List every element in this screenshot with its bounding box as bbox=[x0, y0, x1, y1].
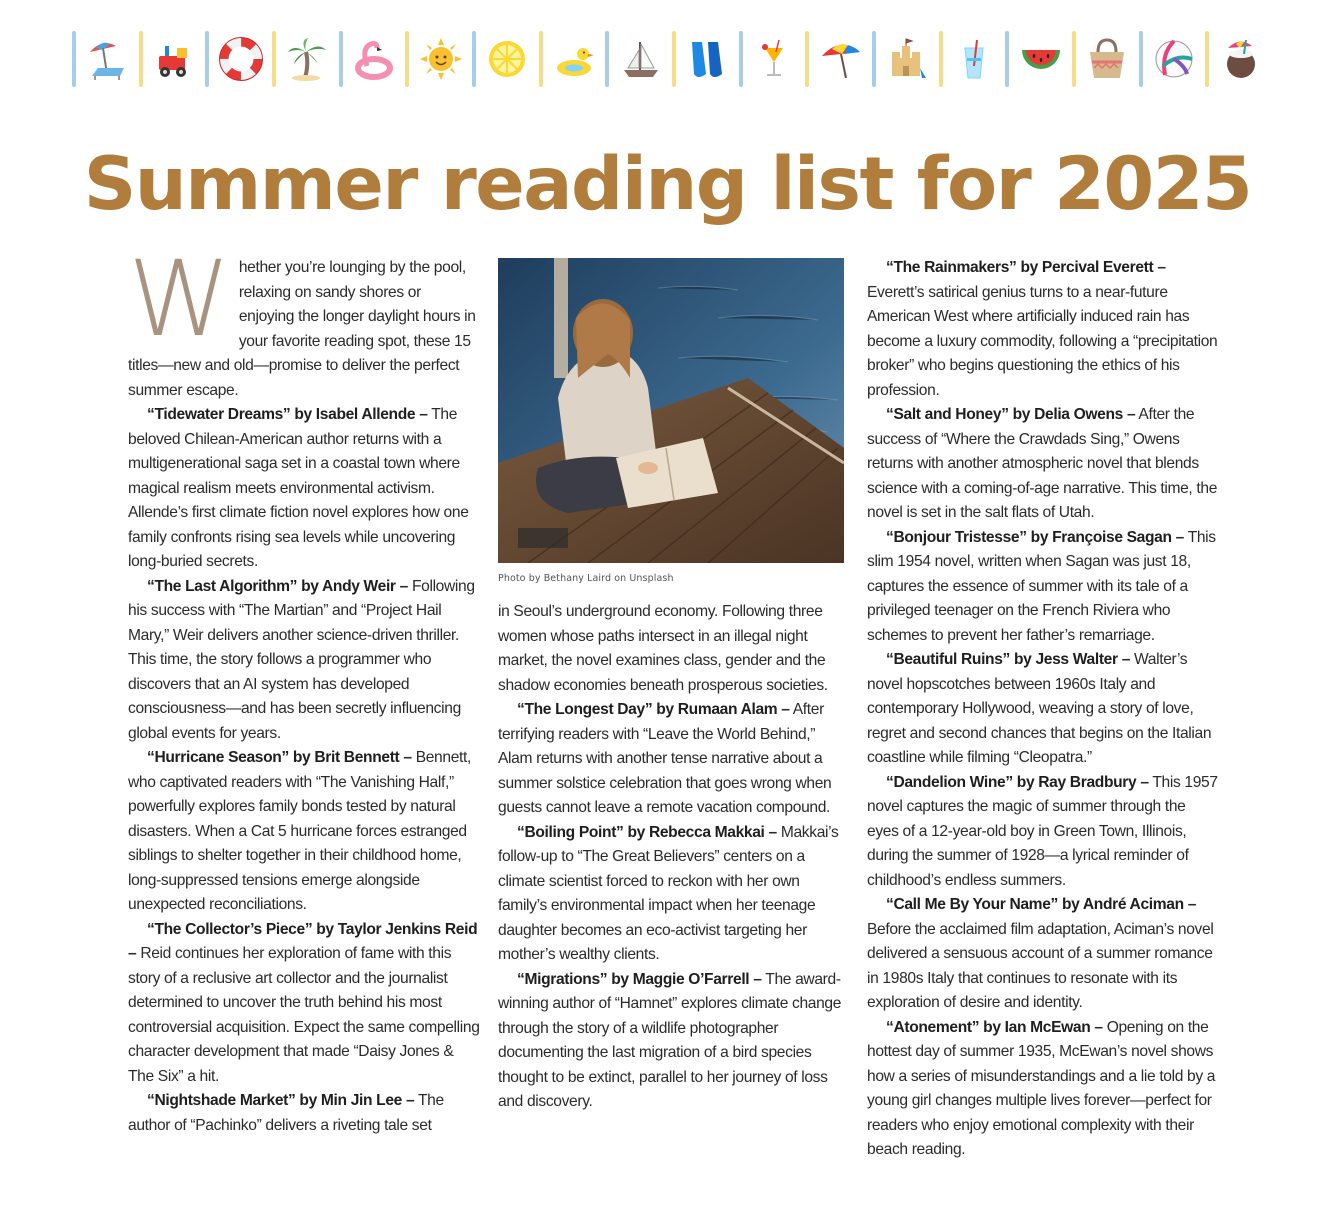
book-title: “Bonjour Tristesse” by Françoise Sagan bbox=[886, 528, 1172, 546]
page-title: Summer reading list for 2025 bbox=[83, 142, 1252, 227]
flippers-icon bbox=[676, 26, 739, 92]
reading-photo bbox=[498, 258, 844, 563]
summer-icon-strip bbox=[72, 26, 1272, 92]
book-description: The author of “Pachinko” delivers a riveting tale set bbox=[128, 1092, 444, 1134]
cocktail-icon bbox=[743, 26, 806, 92]
book-title: “Call Me By Your Name” by André Aciman bbox=[886, 896, 1184, 913]
book-description: After the success of “Where the Crawdads Sing,” Owens returns with another atmospheric novel that blends science with a coming-of-age narrative. This time, the novel is set in the salt flats of Utah. bbox=[867, 406, 1218, 521]
sun-icon bbox=[409, 26, 472, 92]
book-entry: “Beautiful Ruins” by Jess Walter – Walter’s novel hopscotches between 1960s Italy and contemporary Hollywood, weaving a story of love, regret and second chances that begins on the Italian coastline while filming “Cleopatra.” bbox=[867, 651, 1212, 766]
book-entry: “Salt and Honey” by Delia Owens – After the success of “Where the Crawdads Sing,” Owens returns with another atmospheric novel that blends science with a coming-of-age narrative. This time, the novel is set in the salt flats of Utah. bbox=[867, 406, 1218, 521]
book-description: Opening on the hottest day of summer 1935, McEwan’s novel shows how a series of misunderstandings and a lie told by a young girl changes multiple lives forever—perfect for readers who enjoy emotional complexity with their beach reading. bbox=[867, 1018, 1216, 1158]
book-title: “Beautiful Ruins” by Jess Walter bbox=[886, 651, 1118, 668]
book-description: Reid continues her exploration of fame with this story of a reclusive art collector and the journalist determined to uncover the truth behind his most controversial acquisition. Expect the same compelling character development that made “Daisy Jones & The Six” a hit. bbox=[128, 945, 480, 1085]
intro-paragraph bbox=[128, 238, 480, 403]
article-column-3 bbox=[867, 256, 1219, 1163]
book-entry: “The Collector’s Piece” by Taylor Jenkins Reid – Reid continues her exploration of fame with this story of a reclusive art collector and the journalist determined to uncover the truth behind his most controversial acquisition. Expect the same compelling character development that made “Daisy Jones & The Six” a hit. bbox=[128, 920, 480, 1085]
book-entry: “The Last Algorithm” by Andy Weir – Following his success with “The Martian” and “Project Hail Mary,” Weir delivers another science-driven thriller. This time, the story follows a programmer who discovers that an AI system has developed consciousness—and has been secretly influencing global events for years. bbox=[128, 577, 475, 742]
book-description: This slim 1954 novel, written when Sagan was just 18, captures the essence of summer with its tale of a privileged teenager on the French Riviera who schemes to prevent her father’s remarriage. bbox=[867, 528, 1216, 644]
article-column-2 bbox=[498, 600, 850, 1115]
book-entry: “Dandelion Wine” by Ray Bradbury – This 1957 novel captures the magic of summer through the eyes of a 12-year-old boy in Green Town, Illinois, during the summer of 1928—a lyrical reminder of childhood’s endless summers. bbox=[867, 773, 1218, 889]
book-title: “The Collector’s Piece” by Taylor Jenkins Reid bbox=[147, 920, 478, 938]
book-entry: “Nightshade Market” by Min Jin Lee – The author of “Pachinko” delivers a riveting tale set bbox=[128, 1092, 444, 1134]
book-entry: “Atonement” by Ian McEwan – Opening on the hottest day of summer 1935, McEwan’s novel shows how a series of misunderstandings and a lie told by a young girl changes multiple lives forever—perfect for readers who enjoy emotional complexity with their beach reading. bbox=[867, 1018, 1216, 1158]
beach-umbrella-icon bbox=[809, 26, 872, 92]
book-entry: “Tidewater Dreams” by Isabel Allende – The beloved Chilean-American author returns with a multigenerational saga set in a coastal town where magical realism meets environmental activism. Allende’s first climate fiction novel explores how one family confronts rising sea levels while uncovering long-buried secrets. bbox=[128, 406, 469, 570]
book-title: “Hurricane Season” by Brit Bennett bbox=[147, 749, 400, 766]
book-description: Makkai’s follow-up to “The Great Believers” centers on a climate scientist forced to reckon with her own family’s environmental impact when her teenage daughter becomes an eco-activist targeting her mother’s wealthy clients. bbox=[498, 823, 839, 963]
book-title: “Dandelion Wine” by Ray Bradbury bbox=[886, 773, 1137, 791]
life-ring-icon bbox=[209, 26, 272, 92]
book-description: Walter’s novel hopscotches between 1960s Italy and contemporary Hollywood, weaving a story of love, regret and second chances that begins on the Italian coastline while filming “Cleopatra.” bbox=[867, 651, 1212, 766]
book-title: “Nightshade Market” by Min Jin Lee bbox=[147, 1092, 402, 1109]
book-title: “The Longest Day” by Rumaan Alam bbox=[517, 701, 778, 718]
book-entry: “The Rainmakers” by Percival Everett – Everett’s satirical genius turns to a near-future American West where artificially induced rain has become a luxury commodity, following a “precipitation broker” who begins questioning the ethics of his profession. bbox=[867, 259, 1218, 399]
drink-cup-icon bbox=[943, 26, 1006, 92]
coconut-drink-icon bbox=[1209, 26, 1272, 92]
book-entry: “Call Me By Your Name” by André Aciman – Before the acclaimed film adaptation, Aciman’s novel delivered a sensuous account of a summer romance in 1980s Italy that continues to resonate with its exploration of desire and identity. bbox=[867, 896, 1214, 1011]
book-title: “The Last Algorithm” by Andy Weir bbox=[147, 577, 396, 595]
sand-bucket-truck-icon bbox=[143, 26, 206, 92]
sandcastle-icon bbox=[876, 26, 939, 92]
book-title: “Atonement” by Ian McEwan bbox=[886, 1018, 1091, 1036]
book-description: Bennett, who captivated readers with “The Vanishing Half,” powerfully explores family bonds tested by natural disasters. When a Cat 5 hurricane forces estranged siblings to shelter together in their childhood home, long-suppressed tensions emerge alongside unexpected reconciliations. bbox=[128, 749, 471, 913]
book-entry: “Hurricane Season” by Brit Bennett – Bennett, who captivated readers with “The Vanishing Half,” powerfully explores family bonds tested by natural disasters. When a Cat 5 hurricane forces estranged siblings to shelter together in their childhood home, long-suppressed tensions emerge alongside unexpected reconciliations. bbox=[128, 749, 471, 913]
lemon-slice-icon bbox=[476, 26, 539, 92]
book-entry: “Boiling Point” by Rebecca Makkai – Makkai’s follow-up to “The Great Believers” centers on a climate scientist forced to reckon with her own family’s environmental impact when her teenage daughter becomes an eco-activist targeting her mother’s wealthy clients. bbox=[498, 823, 839, 963]
duck-float-icon bbox=[543, 26, 606, 92]
book-description: Before the acclaimed film adaptation, Aciman’s novel delivered a sensuous account of a summer romance in 1980s Italy that continues to resonate with its exploration of desire and identity. bbox=[867, 920, 1214, 1011]
flamingo-float-icon bbox=[343, 26, 406, 92]
book-description: The award-winning author of “Hamnet” explores climate change through the story of a wildlife photographer documenting the last migration of a bird species thought to be extinct, parallel to her journey of loss and discovery. bbox=[498, 970, 842, 1110]
book-title: “Salt and Honey” by Delia Owens bbox=[886, 406, 1123, 423]
drop-cap: W bbox=[128, 238, 223, 360]
book-description: Everett’s satirical genius turns to a near-future American West where artificially induced rain has become a luxury commodity, following a “precipitation broker” who begins questioning the ethics of his profession. bbox=[867, 283, 1218, 399]
beach-bag-icon bbox=[1076, 26, 1139, 92]
book-entry: “The Longest Day” by Rumaan Alam – After terrifying readers with “Leave the World Behind,” Alam returns with another tense narrative about a summer solstice celebration that goes wrong when guests cannot leave a remote vacation compound. bbox=[498, 701, 832, 816]
book-title: “Migrations” by Maggie O’Farrell bbox=[517, 970, 750, 988]
book-entry: “Migrations” by Maggie O’Farrell – The award-winning author of “Hamnet” explores climate change through the story of a wildlife photographer documenting the last migration of a bird species thought to be extinct, parallel to her journey of loss and discovery. bbox=[498, 970, 842, 1110]
photo-credit: Photo by Bethany Laird on Unsplash bbox=[498, 573, 674, 584]
book-description: After terrifying readers with “Leave the World Behind,” Alam returns with another tense narrative about a summer solstice celebration that goes wrong when guests cannot leave a remote vacation compound. bbox=[498, 701, 832, 816]
book-entry: “Bonjour Tristesse” by Françoise Sagan – This slim 1954 novel, written when Sagan was just 18, captures the essence of summer with its tale of a privileged teenager on the French Riviera who schemes to prevent her father’s remarriage. bbox=[867, 528, 1216, 644]
sailboat-icon bbox=[609, 26, 672, 92]
palm-tree-icon bbox=[276, 26, 339, 92]
article-column-1 bbox=[128, 238, 480, 1138]
book-description-continued: in Seoul’s underground economy. Following three women whose paths intersect in an illegal night market, the novel examines class, gender and the shadow economies beneath prosperous societies. bbox=[498, 603, 828, 694]
book-title: “The Rainmakers” by Percival Everett bbox=[886, 259, 1154, 276]
volleyball-icon bbox=[1143, 26, 1206, 92]
book-description: This 1957 novel captures the magic of summer through the eyes of a 12-year-old boy in Green Town, Illinois, during the summer of 1928—a lyrical reminder of childhood’s endless summers. bbox=[867, 773, 1218, 889]
book-description: The beloved Chilean-American author returns with a multigenerational saga set in a coastal town where magical realism meets environmental activism. Allende’s first climate fiction novel explores how one family confronts rising sea levels while uncovering long-buried secrets. bbox=[128, 406, 469, 570]
book-title: “Boiling Point” by Rebecca Makkai bbox=[517, 823, 765, 841]
intro-text: hether you’re lounging by the pool, relaxing on sandy shores or enjoying the longer daylight hours in your favorite reading spot, these 15 titles—new and old—promise to deliver the perfect summer escape. bbox=[128, 259, 476, 399]
book-title: “Tidewater Dreams” by Isabel Allende bbox=[147, 406, 416, 423]
book-description: Following his success with “The Martian” and “Project Hail Mary,” Weir delivers another science-driven thriller. This time, the story follows a programmer who discovers that an AI system has developed consciousness—and has been secretly influencing global events for years. bbox=[128, 577, 475, 742]
watermelon-icon bbox=[1009, 26, 1072, 92]
beach-chair-umbrella-icon bbox=[76, 26, 139, 92]
